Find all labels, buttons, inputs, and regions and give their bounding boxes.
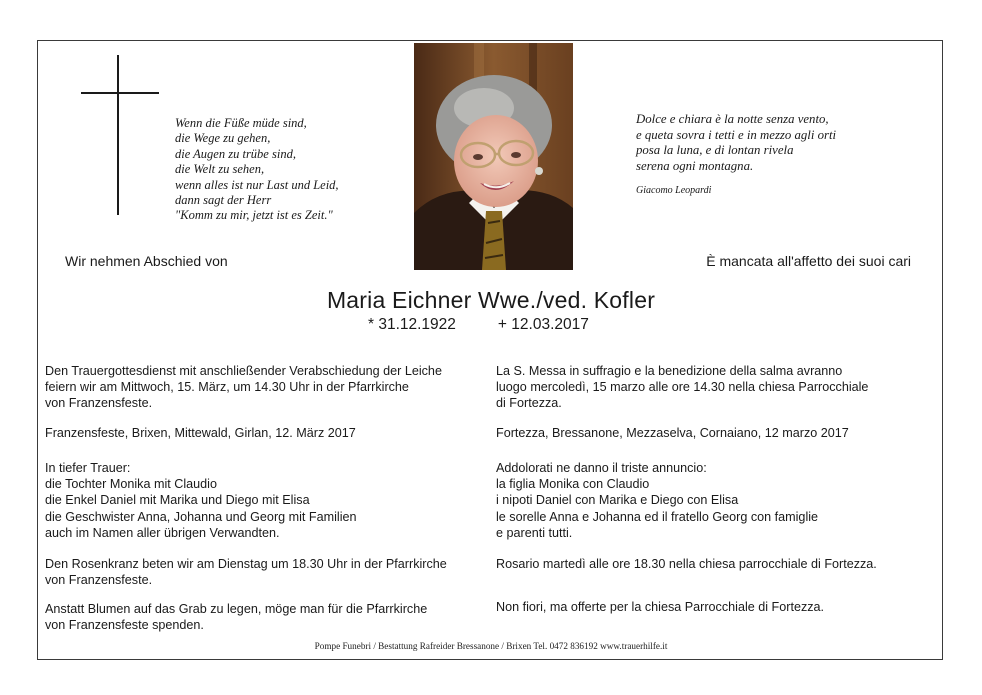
text-line: auch im Namen aller übrigen Verwandten. [45, 525, 280, 540]
poem-line: wenn alles ist nur Last und Leid, [175, 177, 339, 192]
text-line: die Enkel Daniel mit Marika und Diego mit Elisa [45, 493, 310, 508]
poem-line: e queta sovra i tetti e in mezzo agli orti [636, 127, 837, 142]
deceased-name: Maria Eichner Wwe./ved. Kofler [326, 287, 656, 313]
text-line: e parenti tutti. [496, 525, 573, 540]
poem-line: die Wege zu gehen, [175, 131, 271, 146]
text-line: Franzensfeste, Brixen, Mittewald, Girlan, 12. März 2017 [45, 426, 356, 440]
text-line: feiern wir am Mittwoch, 15. März, um 14.30 Uhr in der Pfarrkirche [45, 380, 409, 395]
text-line: i nipoti Daniel con Marika e Diego con Elisa [496, 493, 739, 508]
text-line: In tiefer Trauer: [45, 461, 131, 475]
birth-date: * 31.12.1922 [368, 316, 456, 333]
service-italian [496, 363, 868, 412]
text-line: Den Trauergottesdienst mit anschließender Verabschiedung der Leiche [45, 364, 442, 378]
text-line: di Fortezza. [496, 396, 562, 411]
service-german [45, 363, 442, 412]
text-line: die Tochter Monika mit Claudio [45, 477, 217, 492]
intro-italian: È mancata all'affetto dei suoi cari [706, 253, 911, 269]
rosary-german [45, 556, 447, 588]
text-line: Rosario martedì alle ore 18.30 nella chiesa parrocchiale di Fortezza. [496, 557, 877, 571]
text-line: die Geschwister Anna, Johanna und Georg mit Familien [45, 509, 357, 524]
text-line: Non fiori, ma offerte per la chiesa Parrocchiale di Fortezza. [496, 600, 825, 614]
cross-icon-bar [81, 92, 159, 94]
text-line: le sorelle Anna e Johanna ed il fratello Georg con famiglie [496, 509, 819, 524]
flowers-german [45, 601, 427, 633]
poem-line: "Komm zu mir, jetzt ist es Zeit." [175, 208, 333, 223]
portrait-photo [414, 43, 573, 270]
poem-line: Dolce e chiara è la notte senza vento, [636, 112, 829, 126]
text-line: luogo mercoledì, 15 marzo alle ore 14.30 nella chiesa Parrocchiale [496, 380, 869, 395]
death-date: + 12.03.2017 [497, 316, 589, 333]
poem-line: posa la luna, e di lontan rivela [636, 143, 794, 158]
rosary-italian [496, 556, 877, 572]
poem-line: serena ogni montagna. [636, 158, 754, 173]
text-line: von Franzensfeste. [45, 396, 153, 411]
poem-line: die Welt zu sehen, [175, 162, 265, 177]
place-date-italian [496, 425, 849, 441]
text-line: Addolorati ne danno il triste annuncio: [496, 461, 707, 475]
poem-german [175, 116, 339, 224]
text-line: la figlia Monika con Claudio [496, 477, 650, 492]
poem-italian [636, 112, 836, 174]
mourners-german [45, 460, 357, 541]
text-line: von Franzensfeste. [45, 573, 153, 588]
poem-author: Giacomo Leopardi [636, 185, 712, 196]
text-line: Anstatt Blumen auf das Grab zu legen, möge man für die Pfarrkirche [45, 602, 428, 616]
poem-line: Wenn die Füße müde sind, [175, 116, 307, 130]
mourners-italian [496, 460, 818, 541]
flowers-italian [496, 599, 824, 615]
text-line: von Franzensfeste spenden. [45, 618, 204, 633]
funeral-home-footer: Pompe Funebri / Bestattung Rafreider Bressanone / Brixen Tel. 0472 836192 www.trauerhilfe.it [314, 641, 668, 651]
cross-icon [117, 55, 119, 215]
poem-line: die Augen zu trübe sind, [175, 146, 296, 161]
place-date-german [45, 425, 356, 441]
text-line: Den Rosenkranz beten wir am Dienstag um 18.30 Uhr in der Pfarrkirche [45, 557, 447, 571]
life-dates [368, 316, 589, 334]
poem-line: dann sagt der Herr [175, 193, 272, 208]
text-line: Fortezza, Bressanone, Mezzaselva, Cornaiano, 12 marzo 2017 [496, 426, 849, 440]
intro-german: Wir nehmen Abschied von [65, 253, 228, 269]
text-line: La S. Messa in suffragio e la benedizione della salma avranno [496, 364, 843, 378]
